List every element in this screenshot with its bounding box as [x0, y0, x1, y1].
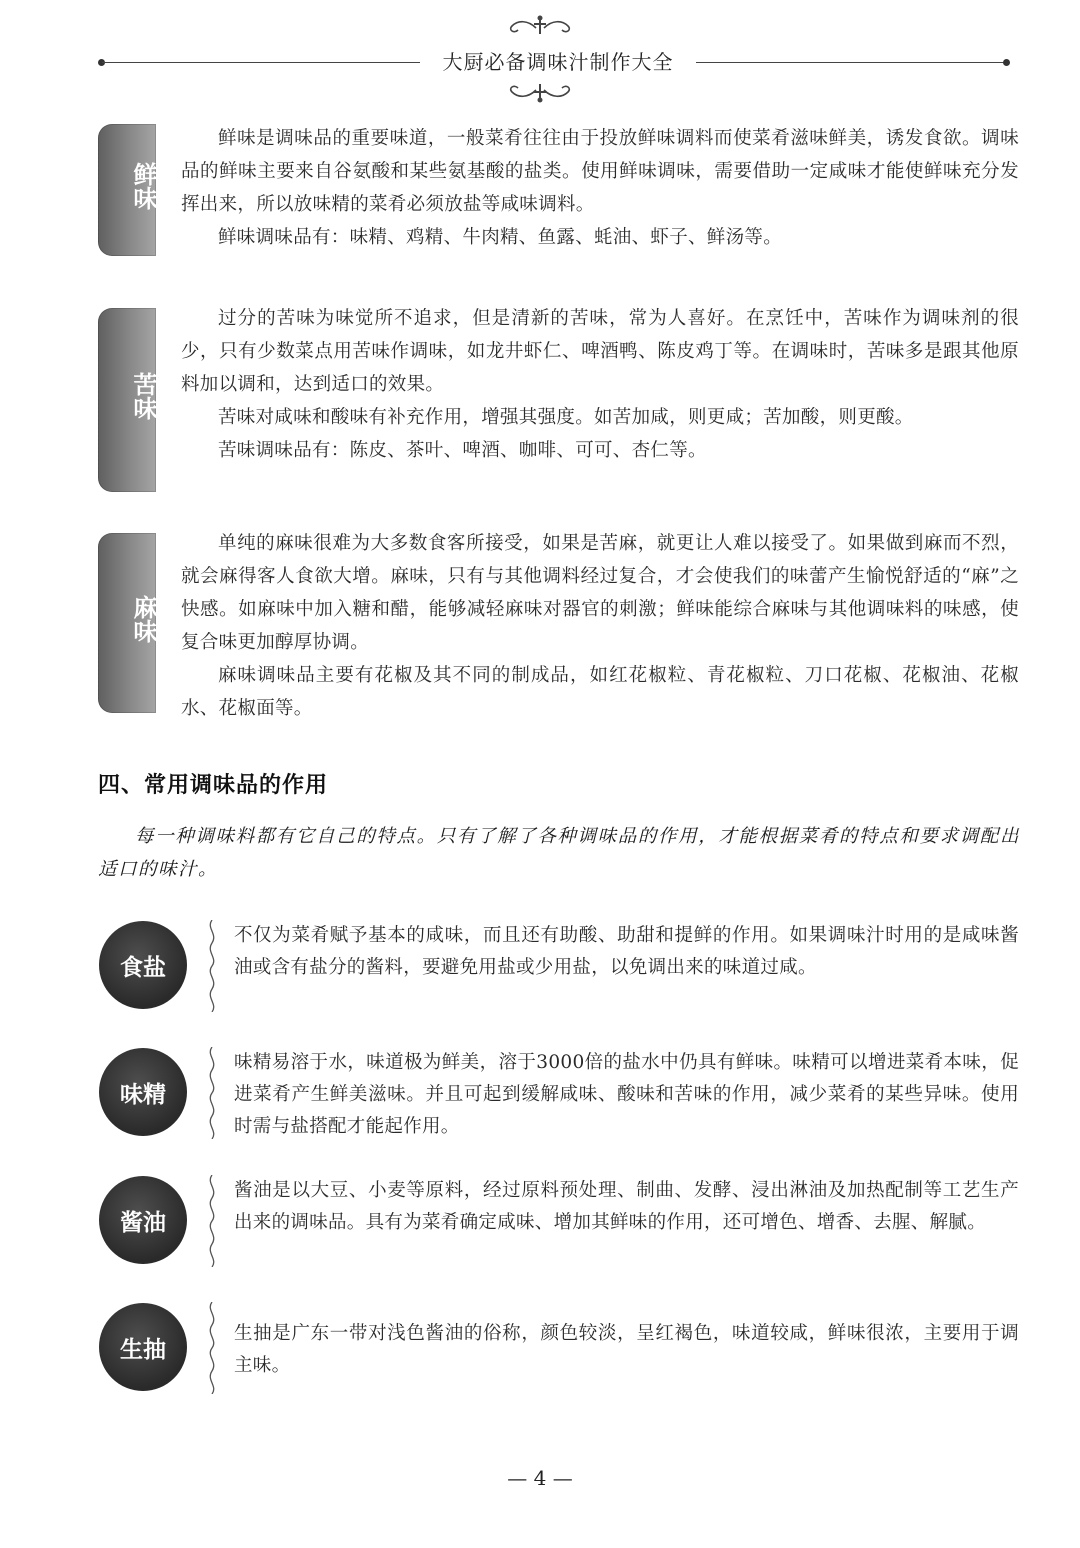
paragraph: 苦味调味品有：陈皮、茶叶、啤酒、咖啡、可可、杏仁等。 — [218, 440, 707, 461]
book-title: 大厨必备调味汁制作大全 — [442, 50, 674, 74]
top-ornament-icon — [490, 14, 590, 38]
condiment-badge — [99, 921, 187, 1009]
paragraph: 鲜味调味品有：味精、鸡精、牛肉精、鱼露、蚝油、虾子、鲜汤等。 — [218, 227, 783, 248]
condiment-name: 味精 — [120, 1081, 166, 1108]
condiment-badge — [99, 1176, 187, 1264]
flavor-tab-mawei — [98, 533, 156, 713]
wavy-divider-icon — [204, 1175, 220, 1267]
paragraph: 麻味调味品主要有花椒及其不同的制成品，如红花椒粒、青花椒粒、刀口花椒、花椒油、花椒水、花椒面等。 — [181, 665, 1019, 719]
condiment-badge — [99, 1048, 187, 1136]
header-line-right — [696, 62, 1006, 63]
flavor-tab-label: 苦味 — [129, 372, 157, 420]
paragraph: 过分的苦味为味觉所不追求，但是清新的苦味，常为人喜好。在烹饪中，苦味作为调味剂的很少，只有少数菜点用苦味作调味，如龙井虾仁、啤酒鸭、陈皮鸡丁等。在调味时，苦味多是跟其他原料加以调和，达到适口的效果。 — [181, 308, 1019, 395]
wavy-divider-icon — [204, 1047, 220, 1139]
flavor-text — [181, 527, 1019, 725]
paragraph: 苦味对咸味和酸味有补充作用，增强其强度。如苦加咸，则更咸；苦加酸，则更酸。 — [218, 407, 914, 428]
condiment-name: 食盐 — [120, 954, 166, 981]
page-header — [0, 0, 1080, 110]
wavy-divider-icon — [204, 1302, 220, 1394]
flavor-tab-kuwei — [98, 308, 156, 492]
bottom-ornament-icon — [490, 80, 590, 104]
paragraph: 单纯的麻味很难为大多数食客所接受，如果是苦麻，就更让人难以接受了。如果做到麻而不烈，就会麻得客人食欲大增。麻味，只有与其他调料经过复合，才会使我们的味蕾产生愉悦舒适的“麻”之快感。如麻味中加入糖和醋，能够减轻麻味对器官的刺激；鲜味能综合麻味与其他调味料的味感，使复合味更加醇厚协调。 — [181, 533, 1019, 653]
condiment-description: 味精易溶于水，味道极为鲜美，溶于3000倍的盐水中仍具有鲜味。味精可以增进菜肴本味，促进菜肴产生鲜美滋味。并且可起到缓解咸味、酸味和苦味的作用，减少菜肴的某些异味。使用时需与盐搭配才能起作用。 — [234, 1052, 1019, 1137]
condiment-name: 生抽 — [120, 1336, 166, 1363]
intro-paragraph: 每一种调味料都有它自己的特点。只有了解了各种调味品的作用，才能根据菜肴的特点和要求调配出适口的味汁。 — [98, 826, 1020, 880]
flavor-tab-label: 鲜味 — [129, 162, 157, 210]
wavy-divider-icon — [204, 920, 220, 1012]
paragraph: 鲜味是调味品的重要味道，一般菜肴往往由于投放鲜味调料而使菜肴滋味鲜美，诱发食欲。调味品的鲜味主要来自谷氨酸和某些氨基酸的盐类。使用鲜味调味，需要借助一定咸味才能使鲜味充分发挥出来，所以放味精的菜肴必须放盐等咸味调料。 — [181, 128, 1019, 215]
header-line-dot-right — [1003, 59, 1010, 66]
flavor-tab-xianwei — [98, 124, 156, 256]
flavor-tab-label: 麻味 — [129, 595, 157, 643]
flavor-text — [181, 302, 1019, 467]
section-intro — [98, 820, 1020, 886]
condiment-name: 酱油 — [120, 1209, 166, 1236]
condiment-description: 不仅为菜肴赋予基本的咸味，而且还有助酸、助甜和提鲜的作用。如果调味汁时用的是咸味酱油或含有盐分的酱料，要避免用盐或少用盐，以免调出来的味道过咸。 — [234, 925, 1019, 978]
condiment-badge — [99, 1303, 187, 1391]
flavor-text — [181, 122, 1019, 254]
page-number: — 4 — — [507, 1466, 573, 1490]
section-heading: 四、常用调味品的作用 — [98, 773, 329, 798]
header-line-left — [102, 62, 420, 63]
condiment-description: 酱油是以大豆、小麦等原料，经过原料预处理、制曲、发酵、浸出淋油及加热配制等工艺生产出来的调味品。具有为菜肴确定咸味、增加其鲜味的作用，还可增色、增香、去腥、解腻。 — [234, 1180, 1019, 1233]
condiment-description: 生抽是广东一带对浅色酱油的俗称，颜色较淡，呈红褐色，味道较咸，鲜味很浓，主要用于调主味。 — [234, 1323, 1019, 1376]
